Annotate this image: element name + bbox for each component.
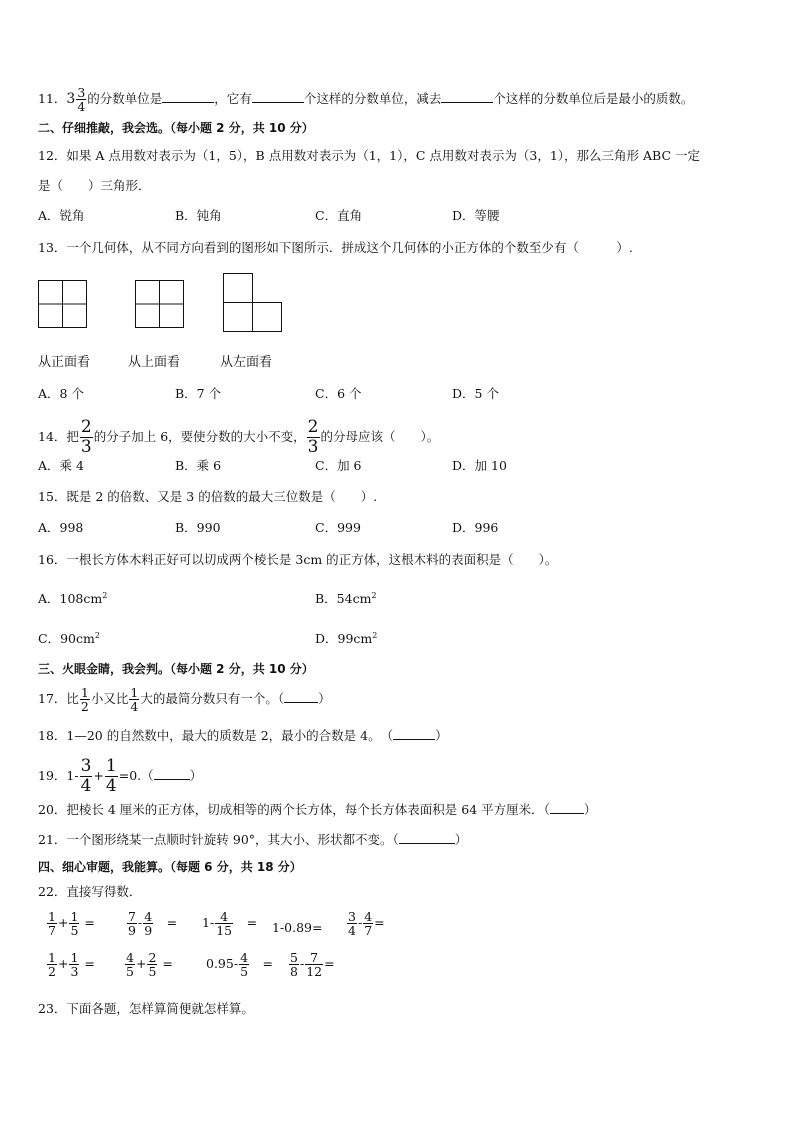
question-19: 19．1- $\frac{3}{4}$ + $\frac{1}{4}$ =0.（ ）	[38, 756, 203, 796]
question-22: 22．直接写得数．	[38, 884, 142, 899]
question-21: 21．一个图形绕某一点顺时针旋转 90°，其大小、形状都不变。（ ）	[38, 832, 468, 847]
option-d[interactable]: D．996	[452, 520, 499, 535]
option-c[interactable]: C．6 个	[315, 386, 362, 401]
answer-blank[interactable]	[399, 843, 455, 844]
answer-blank[interactable]	[441, 102, 493, 103]
fraction: $\frac{3}{4}$	[80, 756, 92, 796]
top-view-figure	[135, 280, 185, 330]
question-14: 14．把 $\frac{2}{3}$ 的分子加上 6，要使分数的大小不变， $\frac{2}{3}$ 的分母应该（ ）。	[38, 417, 440, 457]
answer-blank[interactable]	[252, 102, 304, 103]
left-view-label: 从左面看	[220, 355, 273, 370]
fraction: $\frac{7}{12}$	[306, 950, 323, 979]
question-20: 20．把棱长 4 厘米的正方体，切成相等的两个长方体，每个长方体表面积是 64 平方厘米．（ ）	[38, 802, 597, 817]
expression-3: 1- $\frac{4}{15}$ =	[202, 909, 258, 938]
front-view-figure	[38, 280, 88, 330]
expression-9: $\frac{5}{8}$ - $\frac{7}{12}$ =	[290, 950, 335, 979]
fraction: $\frac{3}{4}$	[77, 85, 86, 114]
option-a[interactable]: A．$108cm^2$	[38, 591, 108, 607]
fraction: $\frac{1}{7}$	[48, 909, 56, 938]
question-16: 16．一根长方体木料正好可以切成两个棱长是 3cm 的正方体，这根木料的表面积是（ ）。	[38, 552, 558, 567]
option-c[interactable]: C．加 6	[315, 458, 362, 473]
expression-7: $\frac{4}{5}$ + $\frac{2}{5}$ =	[126, 950, 173, 979]
expression-5: $\frac{3}{4}$ - $\frac{4}{7}$ =	[348, 909, 385, 938]
question-number: 11．	[38, 91, 67, 106]
fraction: $\frac{5}{8}$	[290, 950, 298, 979]
answer-blank[interactable]	[284, 702, 318, 703]
option-c[interactable]: C．999	[315, 520, 361, 535]
option-b[interactable]: B．7 个	[175, 386, 222, 401]
option-d[interactable]: D．等腰	[452, 208, 500, 223]
fraction: $\frac{3}{4}$	[348, 909, 356, 938]
expression-2: $\frac{7}{9}$ - $\frac{4}{9}$ =	[128, 909, 178, 938]
expression-1: $\frac{1}{7}$ + $\frac{1}{5}$ =	[48, 909, 95, 938]
fraction: $\frac{1}{2}$	[80, 685, 89, 714]
question-15: 15．既是 2 的倍数、又是 3 的倍数的最大三位数是（ ）.	[38, 489, 378, 504]
option-c[interactable]: C．直角	[315, 208, 363, 223]
section-title-2: 二、仔细推敲，我会选。（每小题 2 分，共 10 分）	[38, 121, 314, 135]
option-d[interactable]: D．5 个	[452, 386, 499, 401]
option-b[interactable]: B．990	[175, 520, 221, 535]
question-12-line2: 是（ ）三角形．	[38, 178, 151, 193]
answer-blank[interactable]	[162, 102, 214, 103]
expression-6: $\frac{1}{2}$ + $\frac{1}{3}$ =	[48, 950, 95, 979]
fraction: $\frac{1}{3}$	[70, 950, 79, 979]
answer-blank[interactable]	[550, 813, 584, 814]
option-a[interactable]: A．乘 4	[38, 458, 84, 473]
fraction: $\frac{1}{5}$	[70, 909, 79, 938]
question-23: 23．下面各题，怎样算简便就怎样算。	[38, 1001, 254, 1016]
fraction: $\frac{1}{4}$	[105, 756, 117, 796]
left-view-figure	[223, 273, 285, 333]
option-d[interactable]: D．$99cm^2$	[315, 631, 378, 647]
fraction: $\frac{1}{2}$	[48, 950, 56, 979]
question-18: 18．1—20 的自然数中，最大的质数是 2，最小的合数是 4。 （ ）	[38, 728, 448, 743]
fraction: $\frac{2}{5}$	[148, 950, 157, 979]
option-a[interactable]: A．锐角	[38, 208, 85, 223]
answer-blank[interactable]	[393, 739, 435, 740]
front-view-label: 从正面看	[38, 355, 91, 370]
question-13: 13．一个几何体，从不同方向看到的图形如下图所示．拼成这个几何体的小正方体的个数至少有（ ）.	[38, 240, 633, 255]
option-c[interactable]: C．$90cm^2$	[38, 631, 100, 647]
fraction: $\frac{1}{4}$	[130, 685, 139, 714]
fraction: $\frac{2}{3}$	[307, 417, 319, 457]
option-b[interactable]: B．$54cm^2$	[315, 591, 377, 607]
fraction: $\frac{4}{7}$	[364, 909, 373, 938]
fraction: $\frac{4}{9}$	[144, 909, 153, 938]
mixed-whole: 3	[66, 91, 76, 107]
fraction: $\frac{4}{5}$	[126, 950, 134, 979]
fraction: $\frac{7}{9}$	[128, 909, 136, 938]
question-17: 17．比 $\frac{1}{2}$ 小又比 $\frac{1}{4}$ 大的最简分数只有一个。（ ）	[38, 685, 331, 714]
fraction: $\frac{4}{15}$	[216, 909, 233, 938]
expression-4: 1-0.89=	[272, 920, 323, 935]
option-a[interactable]: A．998	[38, 520, 84, 535]
fraction: $\frac{4}{5}$	[240, 950, 249, 979]
option-a[interactable]: A．8 个	[38, 386, 84, 401]
option-d[interactable]: D．加 10	[452, 458, 507, 473]
answer-blank[interactable]	[154, 779, 190, 780]
section-title-4: 四、细心审题，我能算。（每题 6 分，共 18 分）	[38, 860, 302, 874]
top-view-label: 从上面看	[128, 355, 181, 370]
section-title-3: 三、火眼金睛，我会判。（每小题 2 分，共 10 分）	[38, 662, 314, 676]
fraction: $\frac{2}{3}$	[80, 417, 92, 457]
question-12-line1: 12．如果 A 点用数对表示为（1，5），B 点用数对表示为（1，1），C 点用数对表示为（3，1），那么三角形 ABC 一定	[38, 148, 701, 163]
question-11: 11．3 $\frac{3}{4}$ 的分数单位是 ，它有 个这样的分数单位，减去 个这样的分数单位后是最小的质数。	[38, 85, 694, 114]
option-b[interactable]: B．乘 6	[175, 458, 222, 473]
expression-8: 0.95- $\frac{4}{5}$ =	[206, 950, 274, 979]
option-b[interactable]: B．钝角	[175, 208, 222, 223]
